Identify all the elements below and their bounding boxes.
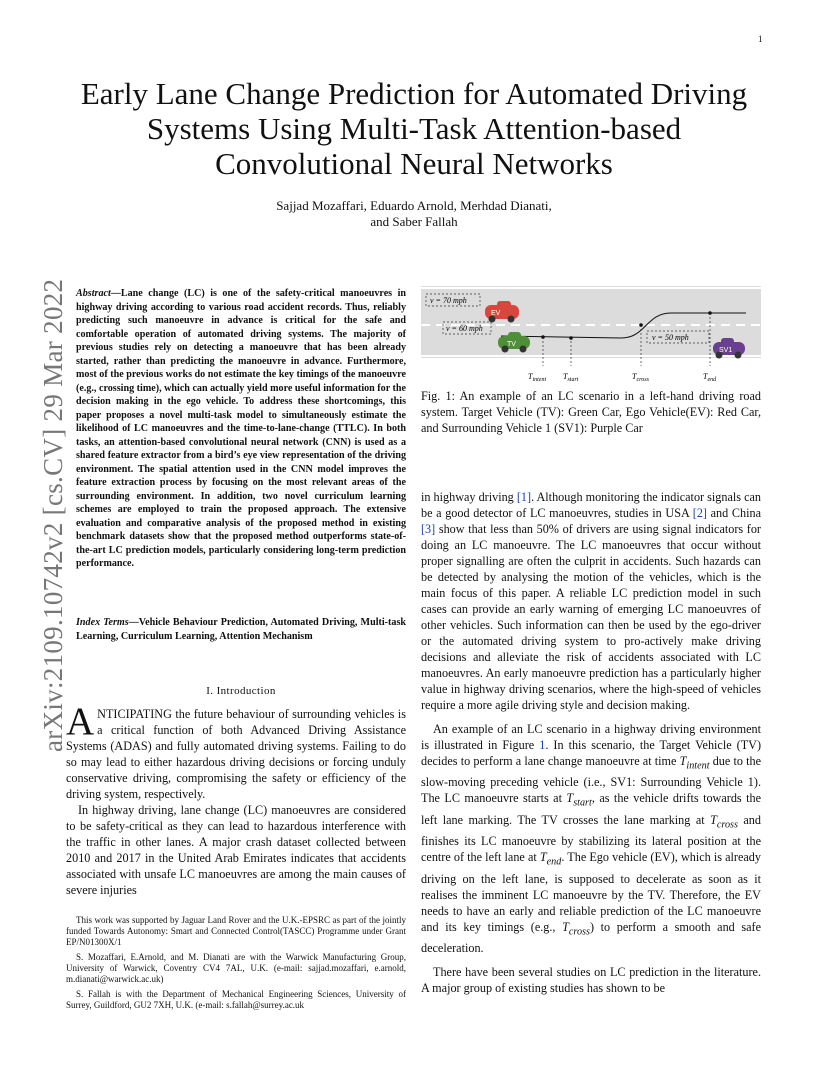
figure-link-1[interactable]: 1 [539, 738, 546, 752]
footnote-affiliation-warwick: S. Mozaffari, E.Arnold, and M. Dianati are with the Warwick Manufacturing Group, University of Warwick, Coventry CV4 7AL, U.K. (e-mail: sajjad.mozaffari, e.arnold, m.dianati@warwick.ac.uk) [66, 952, 406, 984]
index-terms-label: Index Terms [76, 617, 129, 628]
label-t-cross: $T_{cross}$ [632, 372, 649, 383]
figure-lane-change-scenario [421, 286, 761, 386]
label-t-intent: $T_{intent}$ [528, 372, 547, 383]
right-paragraph-2: An example of an LC scenario in a highway driving environment is illustrated in Figure 1. In this scenario, the Target Vehicle (TV) decides to perform a lane change manoeuvre at time $T_{intent}$ due to the slow-moving preceding vehicle (i.e., SV1: Surrounding Vehicle 1). The LC manoeuvre starts at $T_{start}$, as the vehicle drifts towards the left lane marking. The TV crosses the lane marking at $T_{cross}$ and finishes its LC manoeuvre by stabilizing its lateral position at the centre of the left lane at $T_{end}$. The Ego vehicle (EV), which is already driving on the left lane, is supposed to decelerate as soon as it realises the imminent LC manoeuvre by the TV. Therefore, the EV needs to have an early and reliable prediction of the LC manoeuvre and its key timings (e.g., $T_{cross}$) to perform a smooth and safe deceleration. [421, 722, 762, 956]
author-list [200, 198, 628, 230]
scenario-illustration [421, 286, 761, 386]
right-paragraph-1: in highway driving [1]. Although monitoring the indicator signals can be a good detector of LC manoeuvres, studies in USA [2] and China [3] show that less than 50% of drivers are using signal indicators for doing an LC manoeuvre. The LC manoeuvres that occur without proper signalling are often the culprit in accidents. Such hazards can be detected by analysing the motion of the vehicles, which is the main focus of this paper. A reliable LC prediction model in such cases can provide an early warning of emerging LC manoeuvres of other vehicles. Such information can then be used by the ego-driver or the automated driving system to pro-actively make driving decisions and alleviate the risk of accidents associated with LC manoeuvres. An early manoeuvre prediction has a particularly higher value in highway driving scenarios, where the high-speed of vehicles require a more agile driving style and decision making. [421, 490, 761, 712]
section-heading-introduction: I. Introduction [206, 685, 276, 697]
authors-line-1: Sajjad Mozaffari, Eduardo Arnold, Merhdad Dianati, [276, 198, 552, 213]
abstract-text: —Lane change (LC) is one of the safety-critical manoeuvres in highway driving according to various road accident records. Thus, reliably predicting such manoeuvre in advance is critical for the safe and comfortable operation of automated driving systems. The majority of previous studies rely on detecting a manoeuvre that has been already started, rather than predicting the manoeuvre in advance. Furthermore, most of the previous works do not estimate the key timings of the manoeuvre (e.g., crossing time), which can actually yield more useful information for the decision making in the ego vehicle. To address these shortcomings, this paper proposes a novel multi-task model to simultaneously estimate the likelihood of LC manoeuvres and the time-to-lane-change (TTLC). In both tasks, an attention-based convolutional neural network (CNN) is used as a shared feature extractor from a bird’s eye view representation of the driving environment. The spatial attention used in the CNN model improves the feature extraction process by focusing on the most relevant areas of the surrounding environment. In addition, two novel curriculum learning schemes are employed to train the proposed approach. The extensive evaluation and comparative analysis of the proposed method in existing benchmark datasets show that the proposed method outperforms state-of-the-art LC prediction models, particularly considering long-term prediction performance. [76, 288, 406, 569]
intro-paragraph-2: In highway driving, lane change (LC) manoeuvres are considered to be safety-critical as they can lead to hazardous interference with the traffic in other lanes. A major crash dataset collected between 2010 and 2017 in the United Arab Emirates indicates that accidents associated with unsafe LC manoeuvres are among the main causes of severe injuries [66, 803, 406, 897]
figure-caption: Fig. 1: An example of an LC scenario in a left-hand driving road system. Target Vehicle (TV): Green Car, Ego Vehicle(EV): Red Car, and Surrounding Vehicle 1 (SV1): Purple Car [421, 389, 761, 435]
citation-link-3[interactable]: [3] [421, 522, 436, 536]
right-paragraph-3: There have been several studies on LC prediction in the literature. A major group of existing studies has shown to be [421, 965, 761, 996]
tv-label: TV [507, 341, 516, 348]
point-t-cross [639, 323, 643, 327]
abstract-label: Abstract [76, 288, 111, 299]
right-column-body [421, 489, 761, 996]
footnote-funding: This work was supported by Jaguar Land Rover and the U.K.-EPSRC as part of the jointly funded Towards Autonomy: Smart and Connected Control(TASCC) Programme under Grant EP/N01300X/1 [66, 915, 406, 947]
abstract [76, 287, 406, 571]
intro-paragraph-1: NTICIPATING the future behaviour of surrounding vehicles is a critical function of both Advanced Driving Assistance Systems (ADAS) and fully automated driving systems. Failing to do so may lead to either hazardous driving decisions or forcing unduly conservative driving, compromising the safety or efficiency of the driving system, respectively. [66, 707, 406, 801]
index-terms-text: —Vehicle Behaviour Prediction, Automated Driving, Multi-task Learning, Curriculum Learning, Attention Mechanism [76, 617, 406, 642]
sv1-label: SV1 [719, 347, 733, 354]
point-t-start [569, 336, 573, 340]
footnotes [66, 915, 406, 1015]
ev-label: EV [491, 310, 501, 317]
authors-line-2: and Saber Fallah [370, 214, 458, 229]
speed-label-sv1: v = 50 mph [652, 333, 689, 342]
page-number: 1 [758, 34, 763, 44]
speed-label-ev: v = 70 mph [430, 296, 467, 305]
citation-link-1[interactable]: [1] [516, 490, 532, 504]
introduction-body [66, 700, 406, 898]
citation-link-2[interactable]: [2] [692, 506, 707, 520]
speed-label-tv: v = 60 mph [446, 324, 483, 333]
paper-title: Early Lane Change Prediction for Automated Driving Systems Using Multi-Task Attention-based Convolutional Neural Networks [80, 76, 748, 181]
drop-cap: A [66, 700, 95, 743]
point-t-intent [541, 335, 545, 339]
label-t-end: $T_{end}$ [703, 372, 717, 383]
label-t-start: $T_{start}$ [563, 372, 579, 383]
index-terms [76, 616, 406, 643]
arxiv-stamp[interactable]: arXiv:2109.10742v2 [cs.CV] 29 Mar 2022 [38, 278, 68, 752]
footnote-affiliation-surrey: S. Fallah is with the Department of Mechanical Engineering Sciences, University of Surrey, Guildford, GU2 7XH, U.K. (e-mail: s.fallah@surrey.ac.uk [66, 989, 406, 1010]
point-t-end [708, 311, 712, 315]
